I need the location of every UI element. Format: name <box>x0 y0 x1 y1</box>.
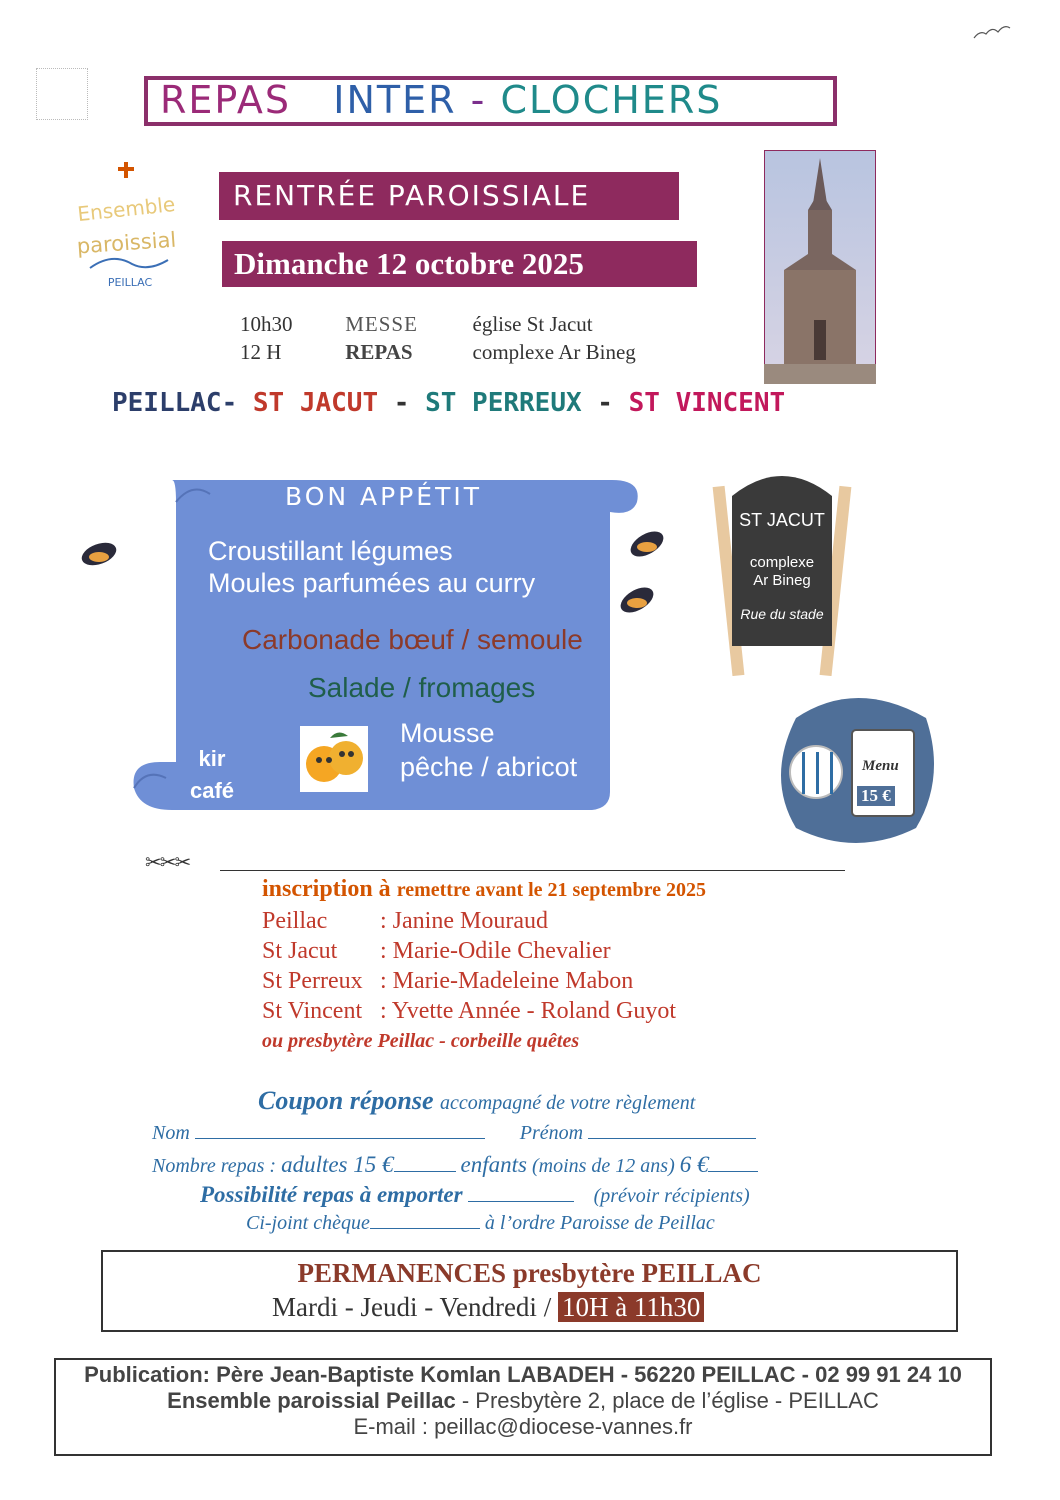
menu-price-badge <box>776 688 936 848</box>
parish-logo <box>72 160 182 300</box>
inscription-row <box>262 938 611 965</box>
banner-rentree: RENTRÉE PAROISSIALE <box>219 172 679 220</box>
menu-starter-2: Moules parfumées au curry <box>208 568 536 598</box>
menu-drink-1: kir <box>198 746 226 771</box>
logo-line2: paroissial <box>76 227 177 259</box>
inscription-sep: : <box>380 998 387 1024</box>
cheque-field[interactable] <box>370 1210 480 1229</box>
title-word-inter: INTER <box>333 78 457 122</box>
permanences-title: PERMANENCES presbytère PEILLAC <box>297 1258 762 1288</box>
scan-corner-mark <box>36 68 88 120</box>
menu-starter-1: Croustillant légumes <box>208 536 453 566</box>
title-word-repas: REPAS <box>160 78 292 122</box>
menu-cheese: Salade / fromages <box>308 672 536 703</box>
parish-sep: - <box>597 388 613 418</box>
inscription-note: ou presbytère Peillac - corbeille quêtes <box>262 1030 580 1052</box>
schedule-time: 10h30 <box>240 312 293 336</box>
parish-st-perreux: ST PERREUX <box>425 388 582 418</box>
enfants-label: enfants <box>460 1152 527 1177</box>
logo-line1: Ensemble <box>76 191 177 227</box>
cut-line <box>220 870 845 871</box>
coupon-takeaway-row <box>200 1182 750 1208</box>
parish-st-jacut: ST JACUT <box>252 388 379 418</box>
publication-address: - Presbytère 2, place de l’église - PEILLAC <box>455 1388 879 1413</box>
parishes-line <box>112 388 785 418</box>
inscription-title <box>262 876 706 903</box>
board-line-4: Rue du stade <box>740 606 824 622</box>
inscription-place: St Jacut <box>262 938 338 964</box>
coupon-heading: Coupon réponse <box>258 1086 434 1115</box>
permanences-hours: 10H à 11h30 <box>558 1292 704 1322</box>
prenom-field[interactable] <box>588 1120 756 1139</box>
coupon-cheque-row <box>246 1210 715 1235</box>
publication-org: Ensemble paroissial Peillac <box>167 1388 456 1413</box>
adultes-field[interactable] <box>394 1153 456 1172</box>
scan-scribble <box>972 22 1012 42</box>
inscription-place: St Perreux <box>262 968 363 994</box>
inscription-row <box>262 908 548 935</box>
schedule-place: église St Jacut <box>472 312 593 336</box>
menu-dessert-1: Mousse <box>400 718 495 748</box>
page-title <box>160 78 722 122</box>
inscription-heading: inscription à <box>262 876 391 902</box>
banner-date: Dimanche 12 octobre 2025 <box>222 241 697 287</box>
menu-dessert-2: pêche / abricot <box>400 752 578 782</box>
inscription-sep: : <box>380 908 387 934</box>
permanences-schedule <box>272 1292 704 1323</box>
enfants-price: 6 € <box>679 1152 709 1177</box>
enfants-note: (moins de 12 ans) <box>531 1155 675 1177</box>
permanences-days: Mardi - Jeudi - Vendredi / <box>272 1292 552 1322</box>
scissors-icon: ✂✂✂ <box>145 852 190 874</box>
menu-drink-2: café <box>189 778 235 803</box>
menu-main: Carbonade bœuf / semoule <box>242 624 583 655</box>
enfants-field[interactable] <box>708 1153 758 1172</box>
badge-price: 15 € <box>857 786 895 806</box>
board-line-3: Ar Bineg <box>753 572 811 589</box>
prenom-label: Prénom <box>519 1122 584 1144</box>
schedule-event: MESSE <box>345 312 418 336</box>
adultes-label: adultes 15 € <box>281 1152 394 1177</box>
publication-line-1: Publication: Père Jean-Baptiste Komlan LABADEH - 56220 PEILLAC - 02 99 91 24 10 <box>84 1362 962 1387</box>
church-photo <box>764 150 876 384</box>
inscription-contact: Janine Mouraud <box>392 908 548 934</box>
schedule-event: REPAS <box>345 340 413 364</box>
inscription-row <box>262 998 676 1025</box>
board-line-2: complexe <box>749 554 815 571</box>
board-line-1: ST JACUT <box>739 510 825 530</box>
mussel-icon <box>616 584 658 614</box>
title-word-clochers: CLOCHERS <box>500 78 723 122</box>
publication-line-2 <box>54 1388 992 1414</box>
logo-line3: PEILLAC <box>107 276 153 289</box>
inscription-contact: Marie-Odile Chevalier <box>392 938 611 964</box>
schedule-place: complexe Ar Bineg <box>472 340 636 364</box>
parish-sep: - <box>393 388 410 418</box>
dove-icon <box>90 259 168 268</box>
nom-label: Nom <box>152 1122 190 1144</box>
title-dash: - <box>470 78 487 122</box>
coupon-title <box>258 1086 695 1116</box>
inscription-row <box>262 968 633 995</box>
ordre-label: à l’ordre Paroisse de Peillac <box>484 1212 715 1234</box>
coupon-subtitle: accompagné de votre règlement <box>440 1092 696 1114</box>
coupon-count-row <box>152 1152 758 1178</box>
inscription-contact: Yvette Année - Roland Guyot <box>391 998 676 1024</box>
cheque-label: Ci-joint chèque <box>246 1212 370 1234</box>
schedule-row <box>240 340 636 365</box>
inscription-deadline: remettre avant le 21 septembre 2025 <box>396 879 707 901</box>
inscription-place: Peillac <box>262 908 328 934</box>
nombre-label: Nombre repas : <box>152 1155 277 1177</box>
publication-email: E-mail : peillac@diocese-vannes.fr <box>353 1414 693 1439</box>
cross-icon <box>118 162 134 178</box>
mussel-icon <box>626 528 668 558</box>
schedule-row <box>240 312 593 337</box>
inscription-contact: Marie-Madeleine Mabon <box>392 968 634 994</box>
emporter-field[interactable] <box>468 1183 574 1202</box>
fruit-icon <box>300 726 368 792</box>
emporter-note: (prévoir récipients) <box>593 1185 750 1207</box>
mussel-icon <box>78 538 120 568</box>
badge-menu-label: Menu <box>862 758 899 774</box>
inscription-sep: : <box>380 938 387 964</box>
emporter-label: Possibilité repas à emporter <box>200 1182 463 1207</box>
parish-peillac: PEILLAC- <box>112 388 238 418</box>
parish-st-vincent: ST VINCENT <box>628 388 786 418</box>
coupon-name-row <box>152 1120 756 1145</box>
nom-field[interactable] <box>195 1120 485 1139</box>
chalkboard-sign <box>712 466 852 676</box>
menu-heading: BON APPÉTIT <box>285 482 483 511</box>
schedule-time: 12 H <box>240 340 282 364</box>
inscription-sep: : <box>380 968 387 994</box>
inscription-place: St Vincent <box>262 998 363 1024</box>
